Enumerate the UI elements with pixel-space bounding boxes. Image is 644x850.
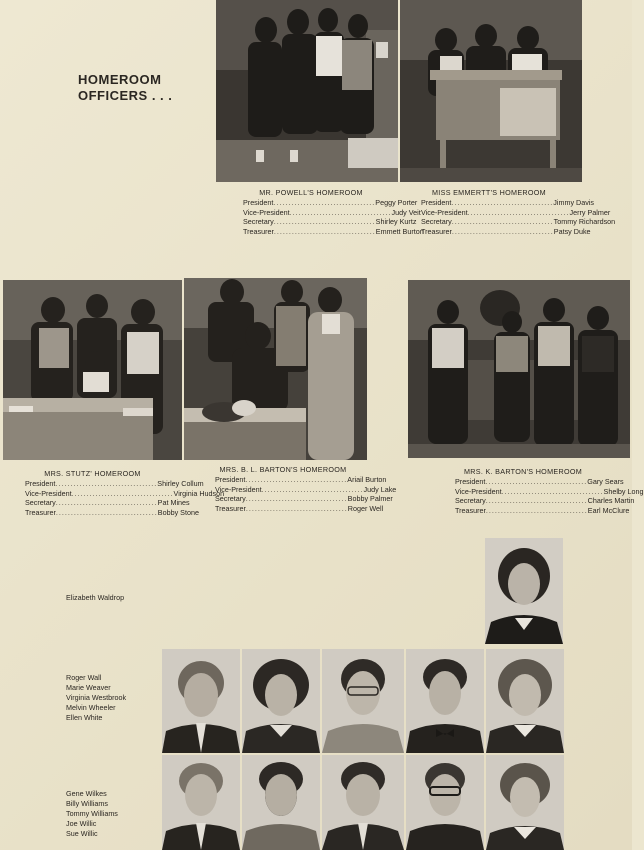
officer-role: President (215, 475, 246, 485)
portrait-photo (486, 755, 564, 850)
caption-k-barton-homeroom: MRS. K. BARTON'S HOMEROOM President .................................. Gary Sears Vice-President .................................. Shelby Long Secretary .................................. Charles Martin Treasurer .................................. Earl McClure (455, 467, 644, 515)
heading-line-1: HOMEROOM (78, 72, 162, 87)
homeroom-title: MRS. STUTZ' HOMEROOM (44, 469, 141, 478)
officer-role: Secretary (25, 498, 56, 508)
photo-bl-barton-homeroom (184, 278, 367, 460)
officer-role: President (421, 198, 452, 208)
officer-name: Bobby Palmer (347, 494, 393, 504)
student-name: Tommy Williams (66, 809, 118, 818)
portrait-photo (162, 649, 240, 753)
officer-name: Roger Well (347, 503, 384, 513)
portrait-photo (486, 649, 564, 753)
portrait-photo (322, 755, 404, 850)
caption-powell-homeroom: MR. POWELL'S HOMEROOM President .................................. Peggy Porter Vice-President .................................. Judy Veit Secretary .................................. Shirley Kurtz Treasurer .................................. Emmett Burton (243, 188, 424, 236)
portrait-photo (406, 755, 484, 850)
officer-name: Shirley Kurtz (375, 217, 417, 227)
officer-role: Secretary (243, 217, 274, 227)
officer-name: Patsy Duke (553, 226, 591, 236)
officer-role: Secretary (455, 496, 486, 506)
officer-name: Jimmy Davis (553, 198, 595, 208)
officer-role: Treasurer (455, 505, 486, 515)
homeroom-title: MRS. B. L. BARTON'S HOMEROOM (219, 465, 347, 474)
student-name: Sue Willic (66, 829, 98, 838)
student-name: Virginia Westbrook (66, 693, 127, 702)
officer-role: Treasurer (25, 507, 56, 517)
portrait-names-group-2 (66, 673, 126, 723)
homeroom-title: MRS. K. BARTON'S HOMEROOM (463, 467, 583, 476)
officer-name: Shirley Collum (157, 479, 204, 489)
portrait-names-group-3 (66, 789, 118, 839)
student-name: Joe Willic (66, 819, 97, 828)
officer-role: Vice-President (243, 207, 290, 217)
homeroom-title: MR. POWELL'S HOMEROOM (259, 188, 363, 197)
page-heading (78, 72, 172, 104)
officer-name: Judy Lake (363, 484, 397, 494)
officer-role: Vice-President (215, 484, 262, 494)
student-name: Gene Wilkes (66, 789, 107, 798)
officer-name: Virginia Hudson (173, 488, 225, 498)
student-name: Elizabeth Waldrop (66, 593, 125, 602)
officer-role: President (243, 198, 274, 208)
officer-role: President (25, 479, 56, 489)
student-name: Billy Williams (66, 799, 108, 808)
photo-stutz-homeroom (3, 280, 182, 460)
officer-name: Peggy Porter (375, 198, 418, 208)
officer-name: Pat Mines (157, 498, 190, 508)
officer-name: Ariail Burton (347, 475, 387, 485)
officer-role: Secretary (421, 217, 452, 227)
homeroom-title: MISS EMMERTT'S HOMEROOM (432, 188, 546, 197)
portrait-photo (162, 755, 240, 850)
officer-role: Treasurer (421, 226, 452, 236)
officer-name: Earl McClure (587, 505, 630, 515)
officer-name: Shelby Long (603, 486, 644, 496)
photo-emmertt-homeroom (400, 0, 582, 182)
officer-role: President (455, 477, 486, 487)
portrait-photo (406, 649, 484, 753)
officer-role: Secretary (215, 494, 246, 504)
officer-role: Vice-President (25, 488, 72, 498)
portrait-photo (322, 649, 404, 753)
officer-name: Judy Veit (391, 207, 421, 217)
photo-k-barton-homeroom (408, 280, 630, 458)
student-name: Roger Wall (66, 673, 102, 682)
student-name: Melvin Wheeler (66, 703, 116, 712)
portrait-names-group-1 (66, 593, 124, 603)
officer-name: Gary Sears (587, 477, 624, 487)
heading-line-2: OFFICERS . . . (78, 88, 173, 103)
officer-role: Treasurer (215, 503, 246, 513)
officer-name: Jerry Palmer (569, 207, 611, 217)
officer-role: Vice-President (455, 486, 502, 496)
caption-emmertt-homeroom: MISS EMMERTT'S HOMEROOM President .................................. Jimmy Davis Vice-President .................................. Jerry Palmer Secretary .................................. Tommy Richardson Treasurer .................................. Patsy Duke (421, 188, 616, 236)
officer-name: Charles Martin (587, 496, 635, 506)
photo-powell-homeroom (216, 0, 398, 182)
caption-bl-barton-homeroom: MRS. B. L. BARTON'S HOMEROOM President .................................. Ariail Burton Vice-President .................................. Judy Lake Secretary .................................. Bobby Palmer Treasurer .................................. Roger Well (215, 465, 397, 513)
caption-stutz-homeroom: MRS. STUTZ' HOMEROOM President .................................. Shirley Collum Vice-President .................................. Virginia Hudson Secretary .................................. Pat Mines Treasurer .................................. Bobby Stone (25, 469, 225, 517)
portrait-photo (242, 649, 320, 753)
officer-name: Tommy Richardson (553, 217, 616, 227)
officer-role: Treasurer (243, 226, 274, 236)
student-name: Marie Weaver (66, 683, 111, 692)
officer-name: Emmett Burton (375, 226, 424, 236)
student-name: Ellen White (66, 713, 103, 722)
portrait-photo (485, 538, 563, 644)
officer-name: Bobby Stone (157, 507, 199, 517)
officer-role: Vice-President (421, 207, 468, 217)
portrait-photo (242, 755, 320, 850)
